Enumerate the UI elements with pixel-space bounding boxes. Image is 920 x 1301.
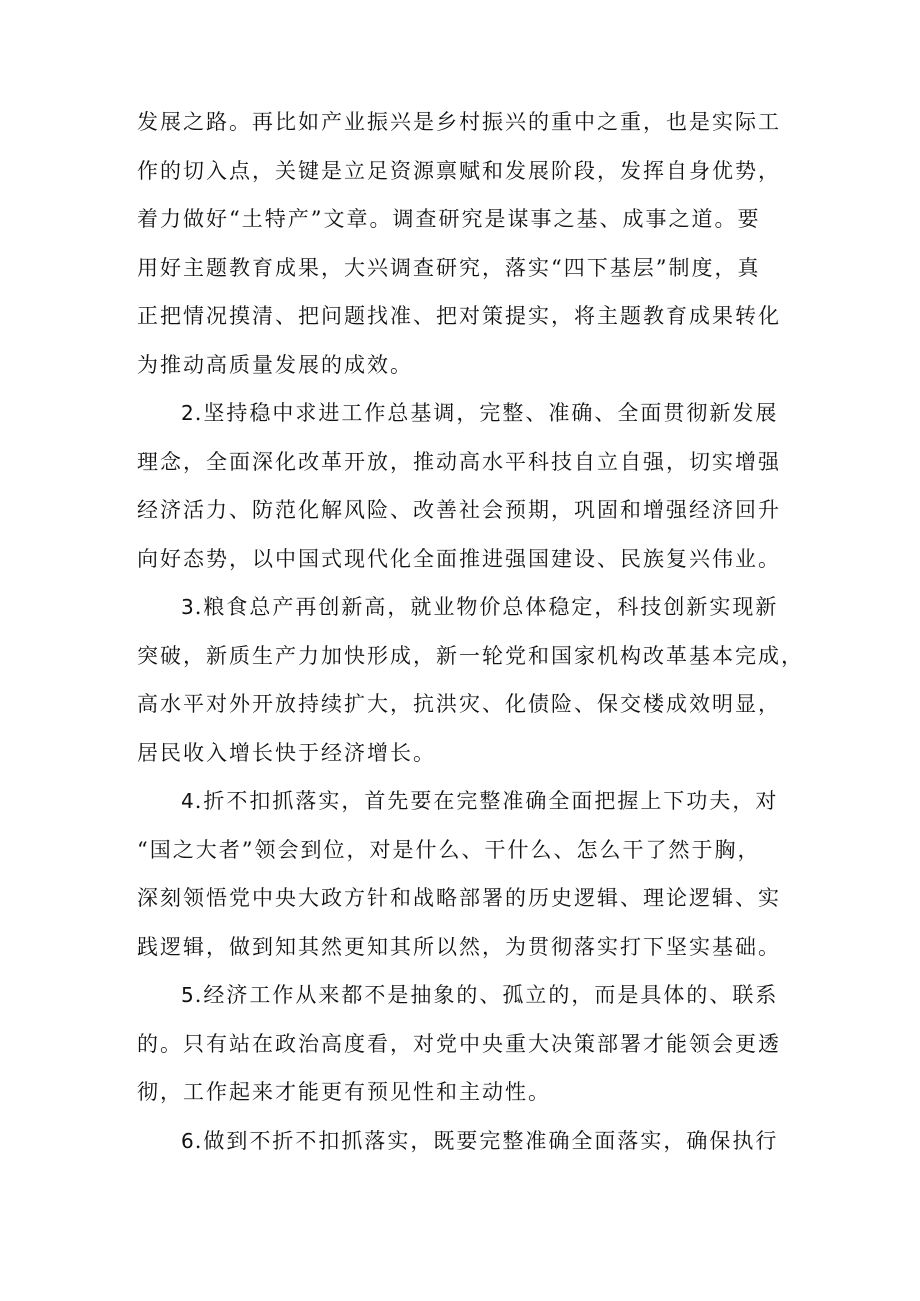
numbered-paragraph-3 <box>137 583 804 777</box>
paragraph-first-line <box>137 777 797 826</box>
numbered-paragraph-5 <box>137 971 797 1117</box>
paragraph-first-line <box>137 1117 797 1166</box>
text-line: .坚持稳中求进工作总基调，完整、准确、全面贯彻新发展 <box>194 401 779 425</box>
text-line: 的。只有站在政治高度看，对党中央重大决策部署才能领会更透 <box>137 1031 781 1056</box>
paragraph-number: 6 <box>181 1128 195 1153</box>
text-line: “国之大者”领会到位，对是什么、干什么、怎么干了然于胸， <box>137 837 761 862</box>
document-body <box>137 98 804 1165</box>
text-line: 理念，全面深化改革开放，推动高水平科技自立自强，切实增强 <box>137 449 781 474</box>
text-line: .粮食总产再创新高，就业物价总体稳定，科技创新实现新 <box>194 595 779 619</box>
text-line: 经济活力、防范化解风险、改善社会预期，巩固和增强经济回升 <box>137 498 781 522</box>
text-line: 践逻辑，做到知其然更知其所以然，为贯彻落实打下坚实基础。 <box>137 934 781 959</box>
paragraph-number: 5 <box>181 983 195 1007</box>
text-line: 作的切入点，关键是立足资源禀赋和发展阶段，发挥自身优势， <box>137 158 781 183</box>
continuation-paragraph <box>137 98 797 389</box>
numbered-paragraph-6 <box>137 1117 797 1166</box>
text-line: 突破，新质生产力加快形成，新一轮党和国家机构改革基本完成， <box>137 643 804 668</box>
paragraph-number: 3 <box>181 595 195 619</box>
text-line: 用好主题教育成果，大兴调查研究，落实“四下基层”制度，真 <box>137 255 761 280</box>
paragraph-number: 4 <box>181 789 195 813</box>
text-line: 正把情况摸清、把问题找准、把对策提实，将主题教育成果转化 <box>137 304 781 328</box>
text-line: .做到不折不扣抓落实，既要完整准确全面落实，确保执行 <box>194 1128 779 1153</box>
text-line: 着力做好“土特产”文章。调查研究是谋事之基、成事之道。要 <box>137 207 761 231</box>
paragraph-first-line <box>137 971 797 1020</box>
paragraph-number: 2 <box>181 401 195 425</box>
text-line: .经济工作从来都不是抽象的、孤立的，而是具体的、联系 <box>194 983 779 1007</box>
text-line: 居民收入增长快于经济增长。 <box>137 740 436 765</box>
numbered-paragraph-4 <box>137 777 797 971</box>
paragraph-first-line <box>137 583 797 632</box>
numbered-paragraph-2 <box>137 389 797 583</box>
text-line: 深刻领悟党中央大政方针和战略部署的历史逻辑、理论逻辑、实 <box>137 886 781 910</box>
text-line: 发展之路。再比如产业振兴是乡村振兴的重中之重，也是实际工 <box>137 110 781 134</box>
text-line: 彻，工作起来才能更有预见性和主动性。 <box>137 1080 551 1104</box>
text-line: .折不扣抓落实，首先要在完整准确全面把握上下功夫，对 <box>194 789 779 813</box>
paragraph-first-line <box>137 389 797 438</box>
text-line: 高水平对外开放持续扩大，抗洪灾、化债险、保交楼成效明显， <box>137 692 781 716</box>
text-line: 为推动高质量发展的成效。 <box>137 352 413 377</box>
text-line: 向好态势，以中国式现代化全面推进强国建设、民族复兴伟业。 <box>137 546 781 571</box>
